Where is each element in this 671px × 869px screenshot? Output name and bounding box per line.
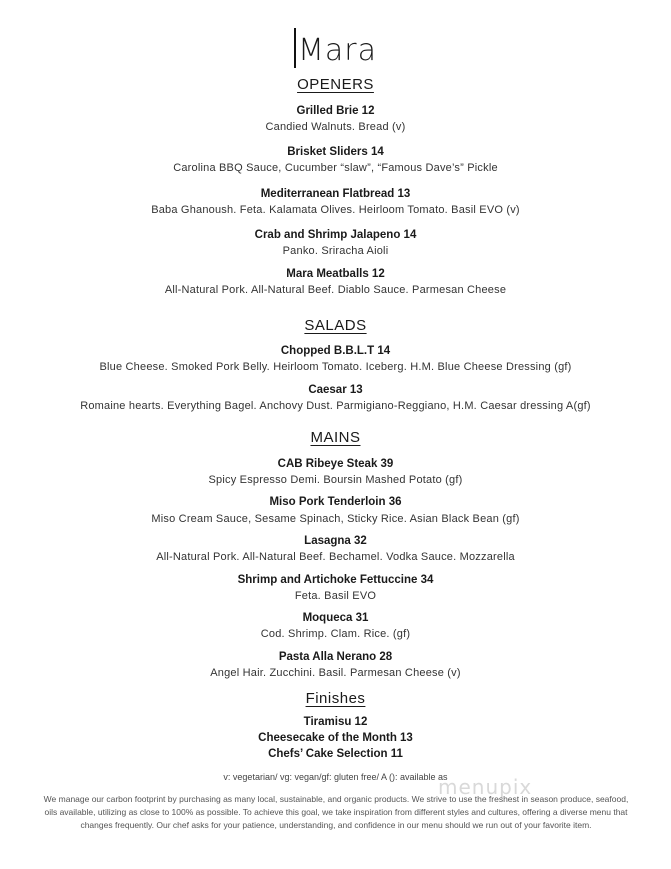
menu-item-name: Mara Meatballs 12	[286, 268, 385, 280]
menu-item-name: Miso Pork Tenderloin 36	[269, 496, 402, 508]
menu-item-name: Crab and Shrimp Jalapeno 14	[254, 229, 417, 241]
menu-item-description: Angel Hair. Zucchini. Basil. Parmesan Cheese (v)	[210, 667, 461, 679]
menu-item-description: Cod. Shrimp. Clam. Rice. (gf)	[260, 628, 411, 640]
menu-item-name: Brisket Sliders 14	[287, 146, 384, 158]
restaurant-title	[0, 28, 671, 68]
section-heading-salads: SALADS	[304, 317, 367, 334]
menu-item-description: Romaine hearts. Everything Bagel. Anchovy Dust. Parmigiano-Reggiano, H.M. Caesar dressing A(gf)	[80, 400, 591, 412]
menu-item-name: Moqueca 31	[302, 612, 369, 624]
menu-item-description: Carolina BBQ Sauce, Cucumber “slaw”, “Famous Dave’s” Pickle	[173, 162, 498, 174]
title-text: Mara	[298, 33, 377, 68]
menu-item-name: Chefs’ Cake Selection 11	[268, 748, 403, 760]
menu-item-name: Lasagna 32	[304, 535, 367, 547]
menu-item-description: All-Natural Pork. All-Natural Beef. Diablo Sauce. Parmesan Cheese	[164, 284, 507, 296]
section-heading-mains: MAINS	[310, 429, 361, 446]
menu-item-description: Candied Walnuts. Bread (v)	[265, 121, 406, 133]
title-rule	[294, 28, 296, 68]
menu-item-name: Cheesecake of the Month 13	[258, 732, 413, 744]
menu-item-description: All-Natural Pork. All-Natural Beef. Bechamel. Vodka Sauce. Mozzarella	[156, 551, 515, 563]
menupix-watermark: menupix	[438, 775, 533, 799]
menu-item-name: Tiramisu 12	[303, 716, 368, 728]
menu-item-description: Baba Ghanoush. Feta. Kalamata Olives. Heirloom Tomato. Basil EVO (v)	[151, 204, 520, 216]
menu-item-description: Feta. Basil EVO	[294, 590, 377, 602]
section-heading-openers: OPENERS	[297, 76, 374, 93]
menu-item-name: Grilled Brie 12	[296, 105, 375, 117]
menu-item-name: Pasta Alla Nerano 28	[278, 651, 393, 663]
menu-item-name: Mediterranean Flatbread 13	[260, 188, 411, 200]
menu-item-name: CAB Ribeye Steak 39	[277, 458, 394, 470]
footer-note: We manage our carbon footprint by purchasing as many local, sustainable, and organic products. We strive to use the freshest in season produce, seafood, oils available, utilizing as close to 100% as possible. To achieve this goal, we take inspiration from different styles and cultures, offering a diverse menu that changes frequently. Our chef asks for your patience, understanding, and confidence in our menu should we run out of your favorite item.	[43, 794, 629, 830]
section-heading-finishes: Finishes	[305, 690, 366, 707]
menu-item-description: Blue Cheese. Smoked Pork Belly. Heirloom Tomato. Iceberg. H.M. Blue Cheese Dressing (gf)	[99, 361, 572, 373]
menu-item-description: Miso Cream Sauce, Sesame Spinach, Sticky Rice. Asian Black Bean (gf)	[151, 513, 520, 525]
menu-item-name: Shrimp and Artichoke Fettuccine 34	[237, 574, 434, 586]
menu-item-name: Caesar 13	[308, 384, 363, 396]
menu-item-description: Panko. Sriracha Aioli	[282, 245, 389, 257]
menu-item-name: Chopped B.B.L.T 14	[280, 345, 391, 357]
menu-item-description: Spicy Espresso Demi. Boursin Mashed Potato (gf)	[208, 474, 463, 486]
dietary-legend: v: vegetarian/ vg: vegan/gf: gluten free/ A (): available as	[223, 772, 448, 782]
